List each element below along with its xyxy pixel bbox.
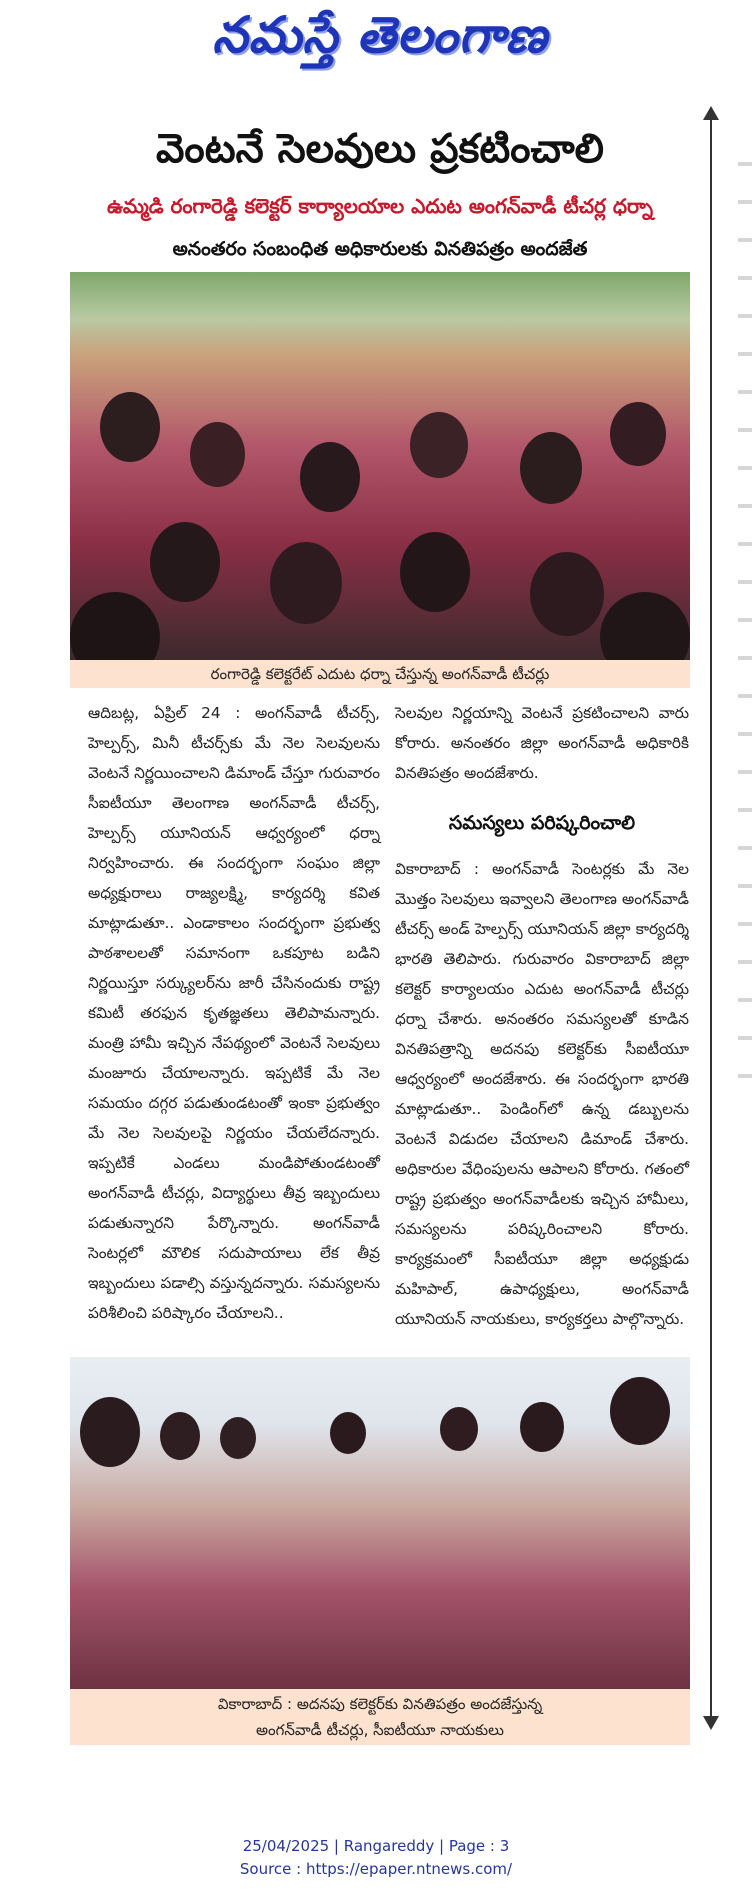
column-2-text-intro: సెలవుల నిర్ణయాన్ని వెంటనే ప్రకటించాలని వారు కోరారు. అనంతరం జిల్లా అంగన్‌వాడీ అధికారికి వినతిపత్రం అందజేశారు. — [395, 704, 689, 782]
footer-source-link[interactable]: Source : https://epaper.ntnews.com/ — [239, 1860, 513, 1878]
article-column-2 — [395, 698, 689, 1334]
footer — [0, 1835, 752, 1881]
petition-caption-line-2: అంగన్‌వాడీ టీచర్లు, సీఐటీయూ నాయకులు — [256, 1721, 504, 1739]
petition-photo — [70, 1357, 690, 1689]
subhead: అనంతరం సంబంధిత అధికారులకు వినతిపత్రం అందజేత — [172, 238, 588, 260]
arrow-up-icon — [703, 106, 719, 120]
subheading-vikarabad: సమస్యలు పరిష్కరించాలి — [448, 812, 636, 834]
petition-caption-line-1: వికారాబాద్ : అదనపు కలెక్టర్‌కు వినతిపత్రం అందజేస్తున్న — [217, 1695, 543, 1713]
column-1-text: ఆదిబట్ల, ఏప్రిల్ 24 : అంగన్‌వాడీ టీచర్స్, హెల్పర్స్, మినీ టీచర్స్‌కు మే నెల సెలవులను వెంటనే నిర్ణయించాలని డిమాండ్ చేస్తూ గురువారం సీఐటీయూ తెలంగాణ అంగన్‌వాడీ టీచర్స్, హెల్పర్స్ యూనియన్ ఆధ్వర్యంలో ధర్నా నిర్వహించారు. ఈ సందర్భంగా సంఘం జిల్లా అధ్యక్షురాలు రాజ్యలక్ష్మి, కార్యదర్శి కవిత మాట్లాడుతూ.. ఎండాకాలం సందర్భంగా ప్రభుత్వ పాఠశాలలతో సమానంగా ఒకపూట బడిని నిర్ణయిస్తూ సర్క్యులర్‌ను జారీ చేసినందుకు రాష్ట్ర కమిటీ తరఫున కృతజ్ఞతలు తెలిపామన్నారు. మంత్రి హామీ ఇచ్చిన నేపథ్యంలో వెంటనే సెలవులు మంజూరు చేయాలన్నారు. ఇప్పటికే మే నెల సమయం దగ్గర పడుతుండటంతో ఇంకా ప్రభుత్వం మే నెల సెలవులపై నిర్ణయం చేయలేదన్నారు. ఇప్పటికే ఎండలు మండిపోతుండటంతో అంగన్‌వాడీ టీచర్లు, విద్యార్థులు తీవ్ర ఇబ్బందులు పడుతున్నారని పేర్కొన్నారు. అంగన్‌వాడీ సెంటర్లలో మౌలిక సదుపాయాలు లేక తీవ్ర ఇబ్బందులు పడాల్సి వస్తున్నదన్నారు. సమస్యలను పరిశీలించి పరిష్కారం చేయాలని.. — [88, 704, 380, 1322]
footer-edition-info: 25/04/2025 | Rangareddy | Page : 3 — [242, 1837, 510, 1855]
protest-photo-caption: రంగారెడ్డి కలెక్టరేట్ ఎదుట ధర్నా చేస్తున్న అంగన్‌వాడీ టీచర్లు — [70, 660, 690, 688]
headline: వెంటనే సెలవులు ప్రకటించాలి — [155, 126, 604, 172]
column-2-text-vikarabad: వికారాబాద్ : అంగన్‌వాడీ సెంటర్లకు మే నెల మొత్తం సెలవులు ఇవ్వాలని తెలంగాణ అంగన్‌వాడీ టీచర్స్ అండ్ హెల్పర్స్ యూనియన్ జిల్లా కార్యదర్శి భారతి తెలిపారు. గురువారం వికారాబాద్ జిల్లా కలెక్టర్ కార్యాలయం ఎదుట అంగన్‌వాడీ టీచర్లు ధర్నా చేశారు. అనంతరం సమస్యలతో కూడిన వినతిపత్రాన్ని అదనపు కలెక్టర్‌కు సీఐటీయూ ఆధ్వర్యంలో అందజేశారు. ఈ సందర్భంగా భారతి మాట్లాడుతూ.. పెండింగ్‌లో ఉన్న డబ్బులను వెంటనే విడుదల చేయాలని డిమాండ్ చేశారు. అధికారుల వేధింపులను ఆపాలని కోరారు. గతంలో రాష్ట్ర ప్రభుత్వం అంగన్‌వాడీలకు ఇచ్చిన హామీలు, సమస్యలను పరిష్కరించాలని కోరారు. కార్యక్రమంలో సీఐటీయూ జిల్లా అధ్యక్షుడు మహిపాల్, ఉపాధ్యక్షులు, అంగన్‌వాడీ యూనియన్ నాయకులు, కార్యకర్తలు పాల్గొన్నారు. — [395, 860, 689, 1328]
article-column-1 — [88, 698, 380, 1328]
petition-photo-caption — [70, 1689, 690, 1745]
article-extent-line — [710, 110, 712, 1720]
arrow-down-icon — [703, 1716, 719, 1730]
protest-photo — [70, 272, 690, 660]
adjacent-article-edge — [738, 140, 752, 1090]
kicker: ఉమ్మడి రంగారెడ్డి కలెక్టర్ కార్యాలయాల ఎదుట అంగన్‌వాడీ టీచర్ల ధర్నా — [106, 194, 654, 218]
masthead: నమస్తే తెలంగాణ — [212, 5, 548, 64]
